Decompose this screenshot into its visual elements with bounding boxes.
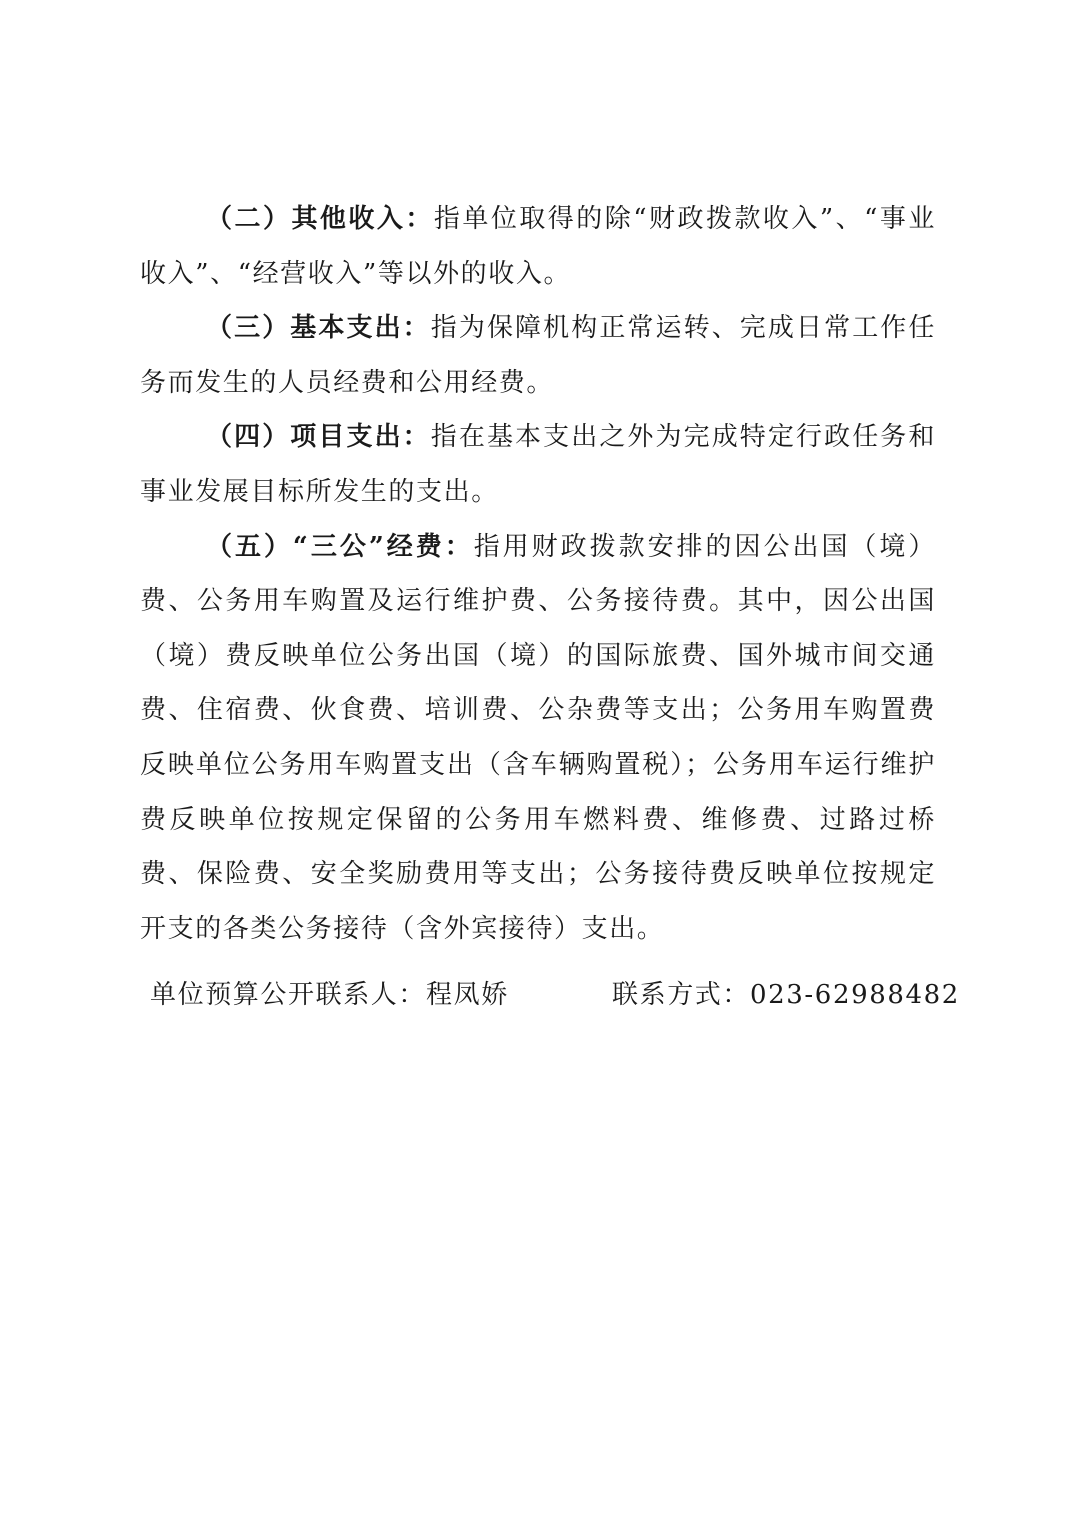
definition-other-income (140, 192, 936, 301)
definition-three-public-expenses (140, 520, 936, 957)
definition-text: 指用财政拨款安排的因公出国（境）费、公务用车购置及运行维护费、公务接待费。其中，因公出国（境）费反映单位公务出国（境）的国际旅费、国外城市间交通费、住宿费、伙食费、培训费、公杂费等支出；公务用车购置费反映单位公务用车购置支出（含车辆购置税）；公务用车运行维护费反映单位按规定保留的公务用车燃料费、维修费、过路过桥费、保险费、安全奖励费用等支出；公务接待费反映单位按规定开支的各类公务接待（含外宾接待）支出。 (140, 531, 936, 944)
definition-basic-expenditure (140, 301, 936, 410)
document-body (140, 192, 936, 956)
contact-person: 单位预算公开联系人：程凤娇 (150, 980, 509, 1010)
definition-term: （五）“三公”经费： (206, 531, 474, 562)
definition-term: （二）其他收入： (206, 204, 434, 234)
definition-term: （四）项目支出： (206, 422, 431, 453)
definition-term: （三）基本支出： (206, 313, 431, 344)
definition-text: 指单位取得的除“财政拨款收入”、“事业收入”、“经营收入”等以外的收入。 (140, 204, 936, 289)
definition-project-expenditure (140, 410, 936, 519)
contact-line (150, 970, 960, 1020)
definition-text: 指为保障机构正常运转、完成日常工作任务而发生的人员经费和公用经费。 (140, 313, 936, 398)
definition-text: 指在基本支出之外为完成特定行政任务和事业发展目标所发生的支出。 (140, 422, 936, 507)
contact-phone: 联系方式：023-62988482 (612, 980, 960, 1010)
